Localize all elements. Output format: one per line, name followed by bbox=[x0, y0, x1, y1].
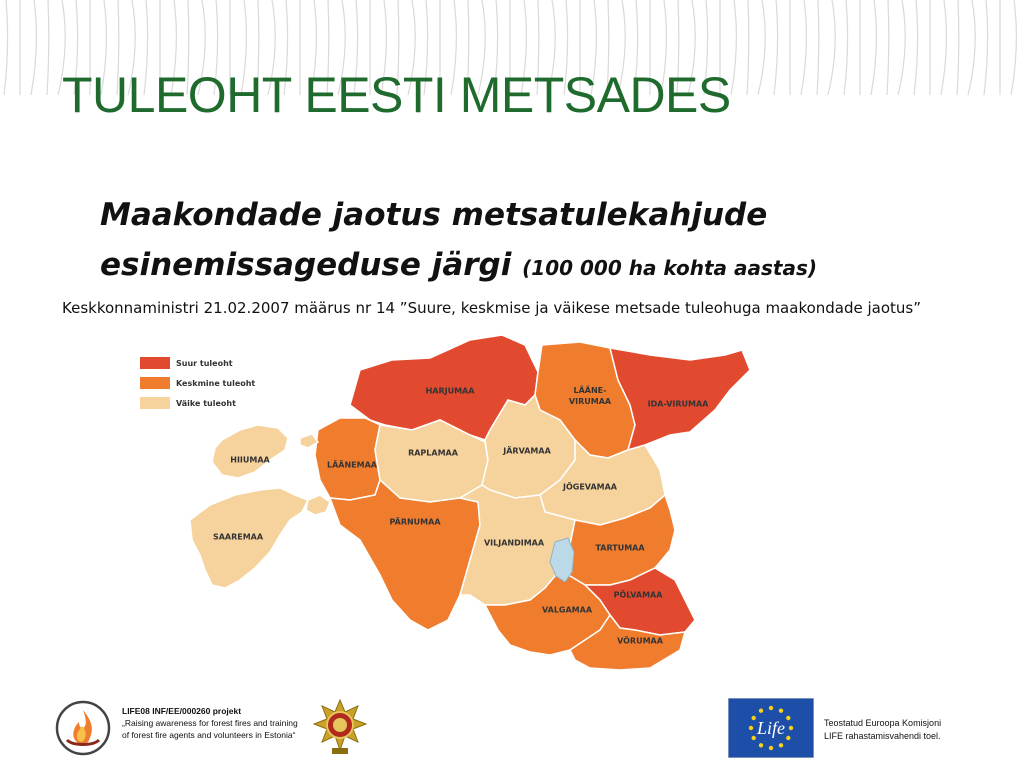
decorative-stripe bbox=[774, 0, 778, 95]
rescue-board-badge-icon bbox=[312, 698, 368, 756]
eu-star-icon bbox=[752, 716, 756, 720]
decorative-stripe bbox=[914, 0, 918, 95]
eu-star-icon bbox=[786, 736, 790, 740]
label-jogevamaa: JÕGEVAMAA bbox=[563, 482, 617, 492]
decorative-stripe bbox=[887, 0, 889, 95]
legend-item-medium bbox=[140, 376, 255, 390]
decorative-stripe bbox=[968, 0, 975, 95]
legend-swatch-low bbox=[140, 397, 170, 409]
decorative-stripe bbox=[941, 0, 946, 95]
label-laane-virumaa: LÄÄNE- VIRUMAA bbox=[568, 386, 612, 406]
eu-funding-line-1: Teostatud Euroopa Komisjoni bbox=[824, 718, 942, 728]
legend-swatch-high bbox=[140, 357, 170, 369]
decorative-stripe bbox=[1011, 0, 1016, 95]
project-code: LIFE08 INF/EE/000260 projekt bbox=[122, 706, 242, 716]
island-muhu bbox=[306, 495, 330, 515]
slide-subtitle bbox=[100, 190, 920, 293]
subtitle-note: (100 000 ha kohta aastas) bbox=[522, 256, 817, 280]
island-vormsi bbox=[300, 434, 318, 448]
decorative-stripe bbox=[984, 0, 988, 95]
eu-funding-note bbox=[824, 717, 1004, 743]
legend-swatch-medium bbox=[140, 377, 170, 389]
label-harjumaa: HARJUMAA bbox=[425, 386, 475, 396]
legend-label-medium: Keskmine tuleoht bbox=[176, 378, 256, 388]
decorative-stripe bbox=[817, 0, 819, 95]
eu-flag-icon bbox=[728, 698, 814, 758]
label-laanemaa: LÄÄNEMAA bbox=[327, 460, 377, 470]
label-polvamaa: PÕLVAMAA bbox=[613, 590, 663, 600]
subtitle-line-1: Maakondade jaotus metsatulekahjude bbox=[100, 197, 768, 233]
label-viljandimaa: VILJANDIMAA bbox=[483, 538, 545, 548]
label-hiiumaa: HIIUMAA bbox=[230, 455, 270, 465]
eu-star-icon bbox=[769, 746, 773, 750]
decorative-stripe bbox=[828, 0, 835, 95]
decorative-stripe bbox=[4, 0, 8, 95]
label-jarvamaa: JÄRVAMAA bbox=[503, 446, 551, 456]
decorative-stripe bbox=[898, 0, 905, 95]
eu-star-icon bbox=[752, 736, 756, 740]
decorative-stripe bbox=[47, 0, 49, 95]
life-logo-text: Life bbox=[756, 718, 786, 738]
subtitle-line-2-text: esinemissageduse järgi bbox=[100, 247, 512, 283]
estonia-fire-risk-map bbox=[130, 330, 770, 695]
legend-item-high bbox=[140, 356, 233, 370]
label-raplamaa: RAPLAMAA bbox=[408, 448, 458, 458]
decorative-stripe bbox=[801, 0, 806, 95]
county-hiiumaa bbox=[212, 425, 288, 478]
decorative-stripe bbox=[747, 0, 749, 95]
label-tartumaa: TARTUMAA bbox=[595, 543, 645, 553]
decorative-stripe bbox=[31, 0, 36, 95]
label-ida-virumaa: IDA-VIRUMAA bbox=[647, 399, 709, 409]
forest-fire-project-logo bbox=[55, 700, 111, 756]
project-info bbox=[122, 705, 302, 741]
eu-star-icon bbox=[779, 709, 783, 713]
label-valgamaa: VALGAMAA bbox=[541, 605, 593, 615]
subtitle-line-2 bbox=[100, 240, 920, 293]
project-description: „Raising awareness for forest fires and training of forest fire agents and volunteers in Estonia“ bbox=[122, 718, 298, 740]
decorative-stripe bbox=[957, 0, 959, 95]
label-vorumaa: VÕRUMAA bbox=[617, 636, 663, 646]
eu-star-icon bbox=[759, 743, 763, 747]
regulation-reference: Keskkonnaministri 21.02.2007 määrus nr 14 ”Suure, keskmise ja väikese metsade tuleohuga maakondade jaotus” bbox=[62, 299, 922, 317]
eu-star-icon bbox=[769, 706, 773, 710]
decorative-stripe bbox=[871, 0, 876, 95]
eu-star-icon bbox=[759, 709, 763, 713]
county-parnumaa bbox=[330, 480, 480, 630]
label-parnumaa: PÄRNUMAA bbox=[389, 517, 441, 527]
slide-title: TULEOHT EESTI METSADES bbox=[62, 67, 731, 123]
legend-label-low: Väike tuleoht bbox=[176, 398, 236, 408]
legend-item-low bbox=[140, 396, 236, 410]
eu-star-icon bbox=[749, 726, 753, 730]
eu-life-logo bbox=[728, 698, 814, 758]
decorative-stripe bbox=[731, 0, 736, 95]
decorative-stripe bbox=[844, 0, 848, 95]
eu-star-icon bbox=[789, 726, 793, 730]
legend-label-high: Suur tuleoht bbox=[176, 358, 233, 368]
decorative-stripe bbox=[758, 0, 765, 95]
eu-funding-line-2: LIFE rahastamisvahendi toel. bbox=[824, 731, 941, 741]
label-saaremaa: SAAREMAA bbox=[212, 532, 264, 542]
eu-star-icon bbox=[779, 743, 783, 747]
eu-star-icon bbox=[786, 716, 790, 720]
